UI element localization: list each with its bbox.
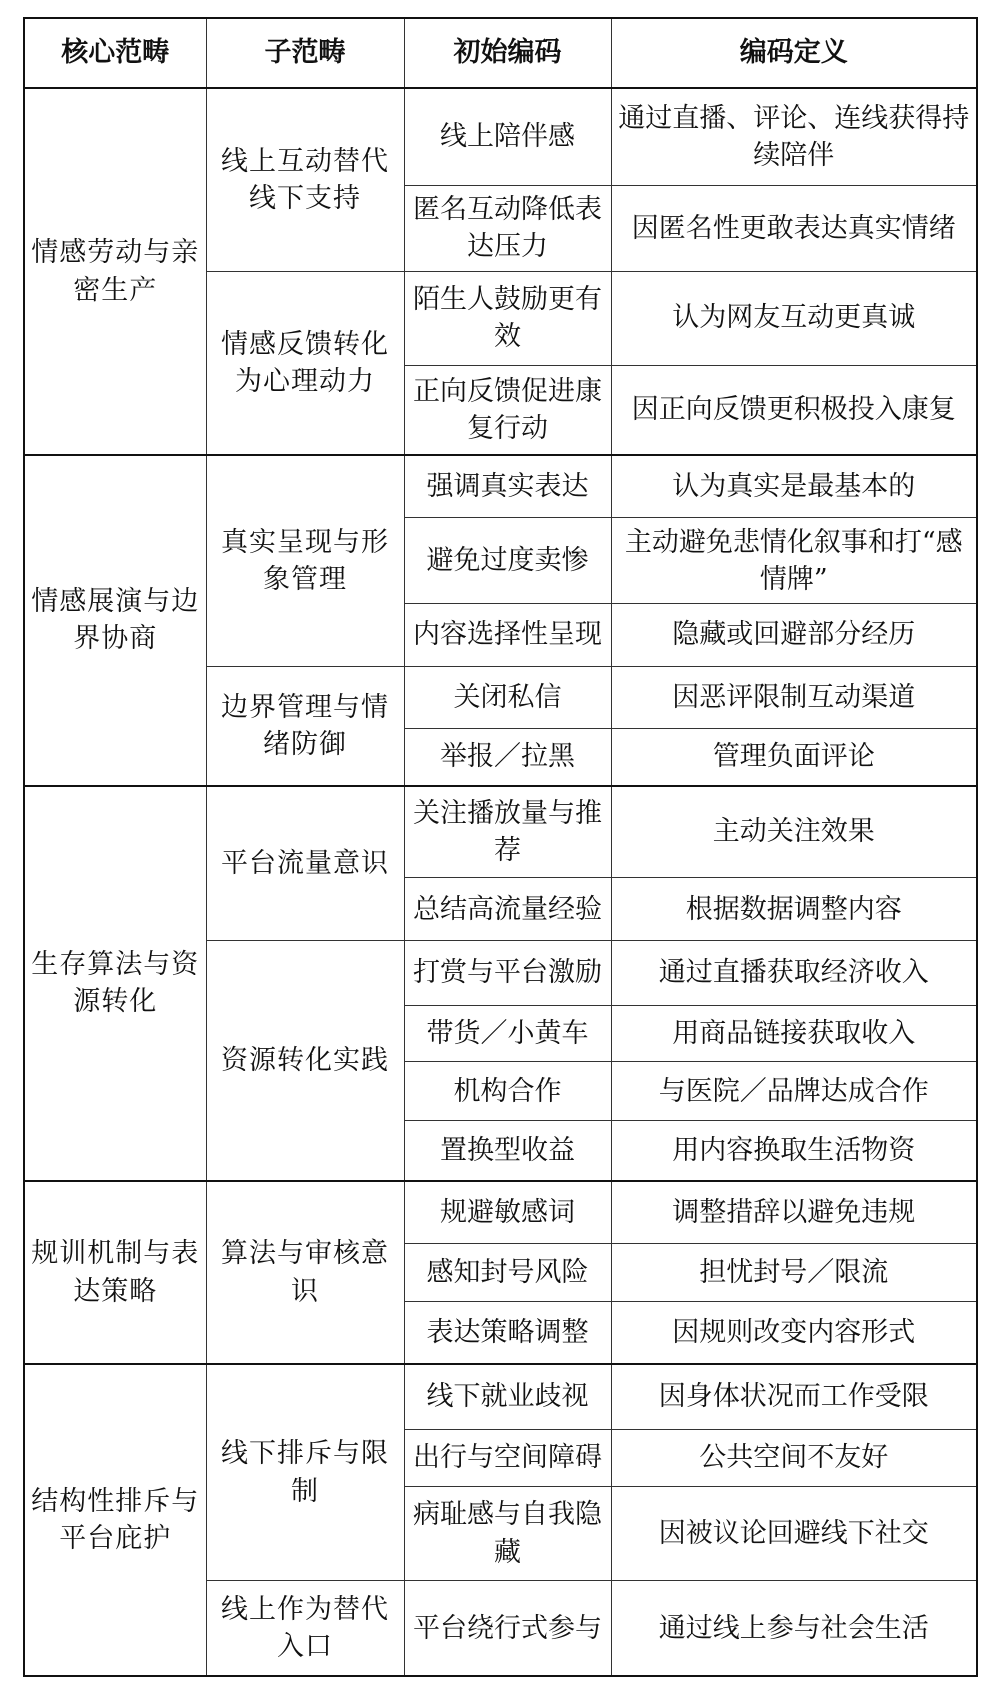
core-category: 生存算法与资源转化: [24, 786, 206, 1181]
group-structural-exclusion: [24, 1364, 977, 1676]
code-definition: 认为网友互动更真诚: [611, 271, 977, 365]
code-definition: 通过直播、评论、连线获得持续陪伴: [611, 88, 977, 185]
initial-code: 内容选择性呈现: [404, 604, 611, 667]
table-row: [24, 1364, 977, 1429]
initial-code: 总结高流量经验: [404, 878, 611, 941]
core-category: 情感展演与边界协商: [24, 455, 206, 786]
code-definition: 管理负面评论: [611, 728, 977, 786]
initial-code: 带货／小黄车: [404, 1005, 611, 1061]
code-definition: 通过直播获取经济收入: [611, 941, 977, 1006]
code-definition: 因恶评限制互动渠道: [611, 666, 977, 728]
sub-category: 线上互动替代线下支持: [206, 88, 404, 271]
initial-code: 线上陪伴感: [404, 88, 611, 185]
group-emotional-performance: [24, 455, 977, 786]
header-core: 核心范畴: [24, 18, 206, 88]
code-definition: 担忧封号／限流: [611, 1244, 977, 1302]
header-sub: 子范畴: [206, 18, 404, 88]
code-definition: 隐藏或回避部分经历: [611, 604, 977, 667]
initial-code: 表达策略调整: [404, 1301, 611, 1364]
header-def: 编码定义: [611, 18, 977, 88]
initial-code: 打赏与平台激励: [404, 941, 611, 1006]
code-definition: 因正向反馈更积极投入康复: [611, 365, 977, 455]
core-category: 结构性排斥与平台庇护: [24, 1364, 206, 1676]
sub-category: 资源转化实践: [206, 941, 404, 1182]
code-definition: 认为真实是最基本的: [611, 455, 977, 518]
initial-code: 正向反馈促进康复行动: [404, 365, 611, 455]
initial-code: 规避敏感词: [404, 1181, 611, 1244]
initial-code: 避免过度卖惨: [404, 518, 611, 604]
code-definition: 调整措辞以避免违规: [611, 1181, 977, 1244]
header-code: 初始编码: [404, 18, 611, 88]
sub-category: 平台流量意识: [206, 786, 404, 941]
table-row: [24, 455, 977, 518]
coding-table: [23, 17, 978, 1677]
initial-code: 机构合作: [404, 1062, 611, 1121]
core-category: 情感劳动与亲密生产: [24, 88, 206, 455]
code-definition: 主动避免悲情化叙事和打“感情牌”: [611, 518, 977, 604]
code-definition: 主动关注效果: [611, 786, 977, 878]
sub-category: 算法与审核意识: [206, 1181, 404, 1364]
sub-category: 线上作为替代入口: [206, 1581, 404, 1676]
code-definition: 用商品链接获取收入: [611, 1005, 977, 1061]
initial-code: 匿名互动降低表达压力: [404, 185, 611, 271]
code-definition: 因身体状况而工作受限: [611, 1364, 977, 1429]
core-category: 规训机制与表达策略: [24, 1181, 206, 1364]
initial-code: 陌生人鼓励更有效: [404, 271, 611, 365]
code-definition: 因匿名性更敢表达真实情绪: [611, 185, 977, 271]
code-definition: 通过线上参与社会生活: [611, 1581, 977, 1676]
initial-code: 置换型收益: [404, 1120, 611, 1181]
code-definition: 用内容换取生活物资: [611, 1120, 977, 1181]
code-definition: 因被议论回避线下社交: [611, 1487, 977, 1581]
group-emotional-labor: [24, 88, 977, 455]
sub-category: 真实呈现与形象管理: [206, 455, 404, 666]
initial-code: 出行与空间障碍: [404, 1429, 611, 1487]
group-survival-algorithm: [24, 786, 977, 1181]
initial-code: 关注播放量与推荐: [404, 786, 611, 878]
initial-code: 平台绕行式参与: [404, 1581, 611, 1676]
code-definition: 根据数据调整内容: [611, 878, 977, 941]
initial-code: 强调真实表达: [404, 455, 611, 518]
table-row: [24, 1181, 977, 1244]
table-header: [24, 18, 977, 88]
code-definition: 因规则改变内容形式: [611, 1301, 977, 1364]
sub-category: 线下排斥与限制: [206, 1364, 404, 1581]
table-row: [24, 786, 977, 878]
group-discipline-mechanism: [24, 1181, 977, 1364]
initial-code: 关闭私信: [404, 666, 611, 728]
code-definition: 公共空间不友好: [611, 1429, 977, 1487]
sub-category: 边界管理与情绪防御: [206, 666, 404, 785]
initial-code: 病耻感与自我隐藏: [404, 1487, 611, 1581]
table-row: [24, 88, 977, 185]
code-definition: 与医院／品牌达成合作: [611, 1062, 977, 1121]
sub-category: 情感反馈转化为心理动力: [206, 271, 404, 455]
initial-code: 线下就业歧视: [404, 1364, 611, 1429]
initial-code: 感知封号风险: [404, 1244, 611, 1302]
table-wrapper: [23, 17, 976, 1677]
initial-code: 举报／拉黑: [404, 728, 611, 786]
